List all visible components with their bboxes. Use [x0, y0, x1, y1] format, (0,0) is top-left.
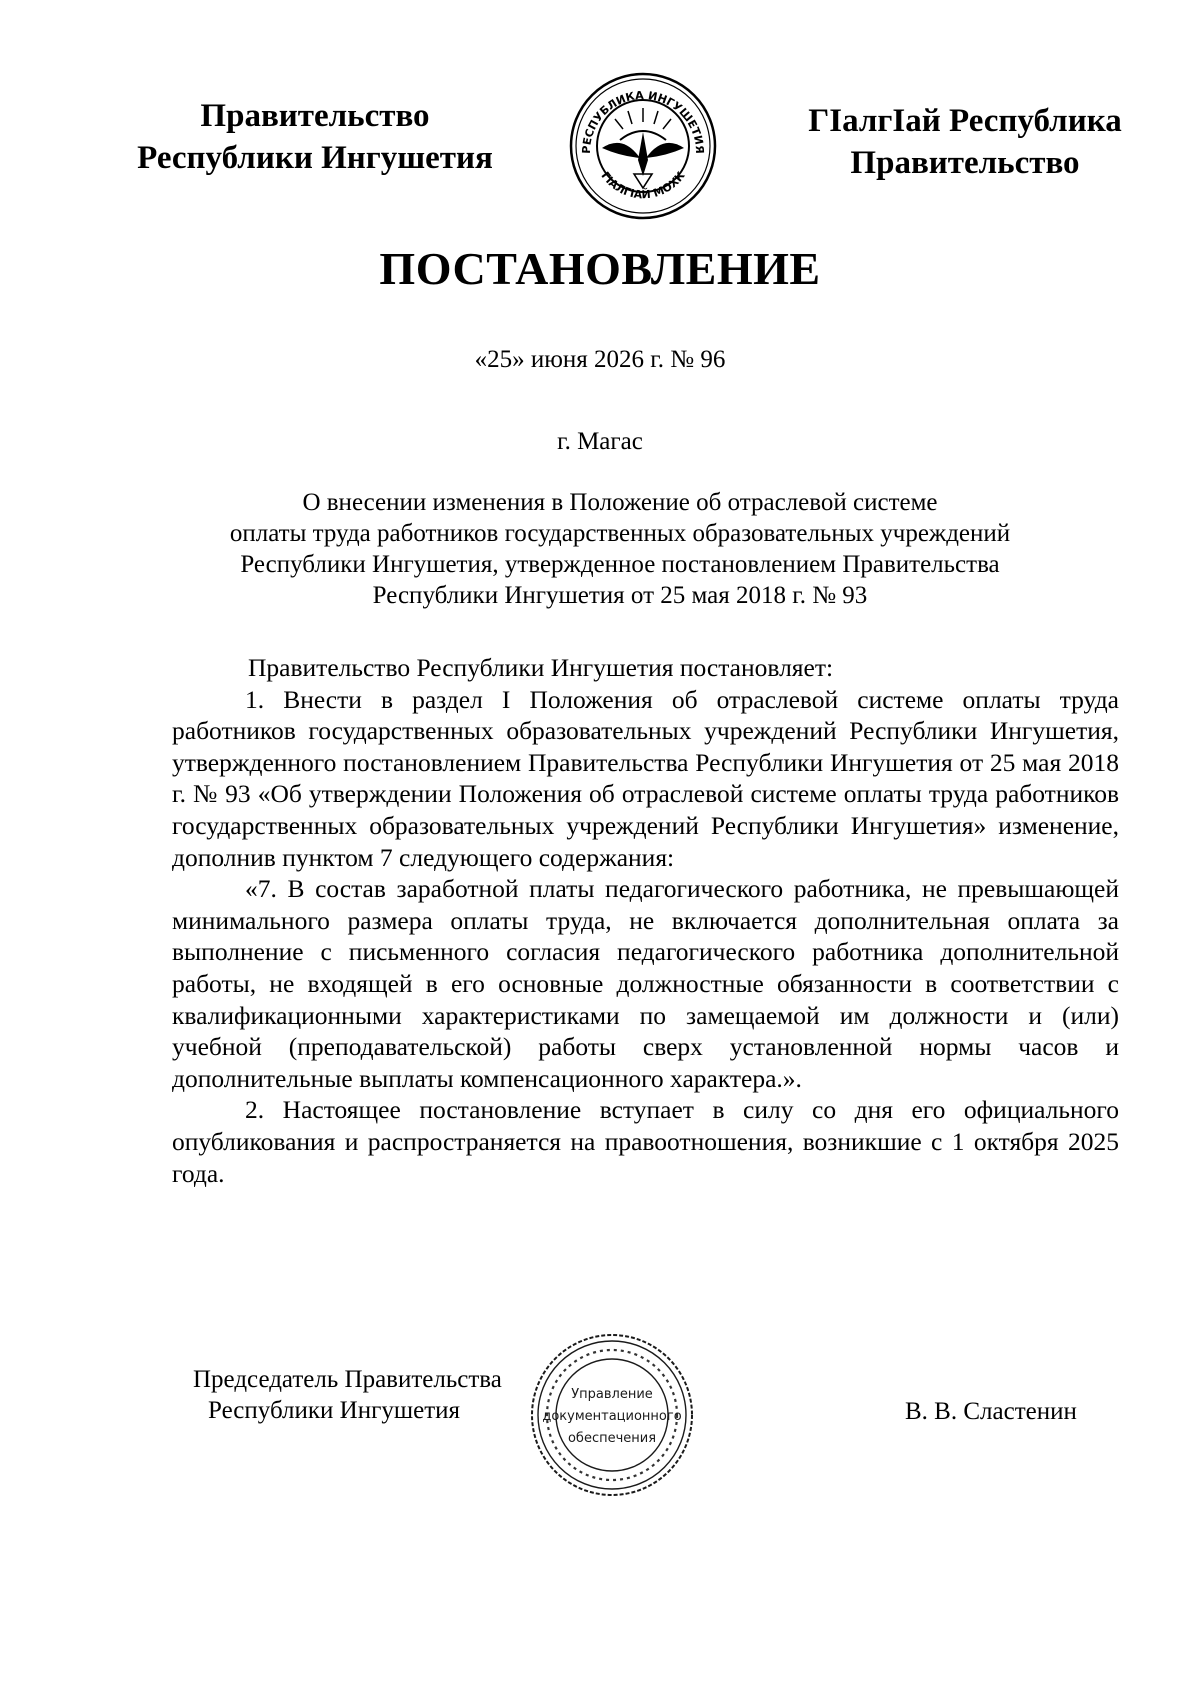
header-right — [770, 100, 1160, 184]
emblem-text-bottom: ГIАЛГIАЙ МОХК — [598, 169, 688, 202]
header-right-line-1: ГIалгIай Республика — [808, 103, 1122, 139]
subject-line: О внесении изменения в Положение об отраслевой системе — [302, 489, 938, 516]
header-right-line-2: Правительство — [850, 145, 1080, 181]
document-body — [172, 652, 1119, 1189]
body-paragraph-item-1: 1. Внести в раздел I Положения об отраслевой системе оплаты труда работников государственных образовательных учреждений Республики Ингушетия, утвержденного постановлением Правительства Республики Ингушетия от 25 мая 2018 г. № 93 «Об утверждении Положения об отраслевой системе оплаты труда работников государственных образовательных учреждений Республики Ингушетия» изменение, дополнив пунктом 7 следующего содержания: — [172, 684, 1119, 872]
official-stamp-icon — [527, 1330, 697, 1500]
subject-line: оплаты труда работников государственных образовательных учреждений — [229, 520, 1011, 547]
document-date-number: «25» июня 2026 г. № 96 — [474, 346, 726, 373]
emblem-text-top: РЕСПУБЛИКА ИНГУШЕТИЯ — [579, 88, 707, 154]
header-left — [105, 95, 525, 179]
signatory-position — [193, 1364, 502, 1426]
header-left-line-1: Правительство — [200, 98, 430, 134]
document-city: г. Магас — [557, 428, 643, 455]
republic-emblem-icon — [568, 70, 718, 222]
header-left-line-2: Республики Ингушетия — [137, 140, 493, 176]
body-paragraph-preamble: Правительство Республики Ингушетия постановляет: — [248, 653, 834, 682]
stamp-line-3: обеспечения — [567, 1431, 657, 1446]
document-title: ПОСТАНОВЛЕНИЕ — [379, 243, 821, 294]
body-paragraph-quote-item-7: «7. В состав заработной платы педагогического работника, не превышающей минимального размера оплаты труда, не включается дополнительная оплата за выполнение с письменного согласия педагогического работника дополнительной работы, не входящей в его основные должностные обязанности в соответствии с квалификационными характеристиками по замещаемой им должности и (или) учебной (преподавательской) работы сверх установленной нормы часов и дополнительные выплаты компенсационного характера.». — [172, 874, 1119, 1093]
subject-line: Республики Ингушетия, утвержденное постановлением Правительства — [240, 551, 1000, 578]
signatory-name: В. В. Сластенин — [905, 1398, 1077, 1425]
document-subject — [150, 487, 1090, 611]
body-paragraph-item-2: 2. Настоящее постановление вступает в силу со дня его официального опубликования и распространяется на правоотношения, возникшие с 1 октября 2025 года. — [172, 1095, 1119, 1188]
signatory-position-line-1: Председатель Правительства — [193, 1366, 502, 1393]
stamp-line-1: Управление — [571, 1387, 653, 1402]
signatory-position-line-2: Республики Ингушетия — [208, 1397, 461, 1424]
stamp-line-2: документационного — [542, 1409, 682, 1424]
subject-line: Республики Ингушетия от 25 мая 2018 г. № 93 — [372, 582, 868, 609]
